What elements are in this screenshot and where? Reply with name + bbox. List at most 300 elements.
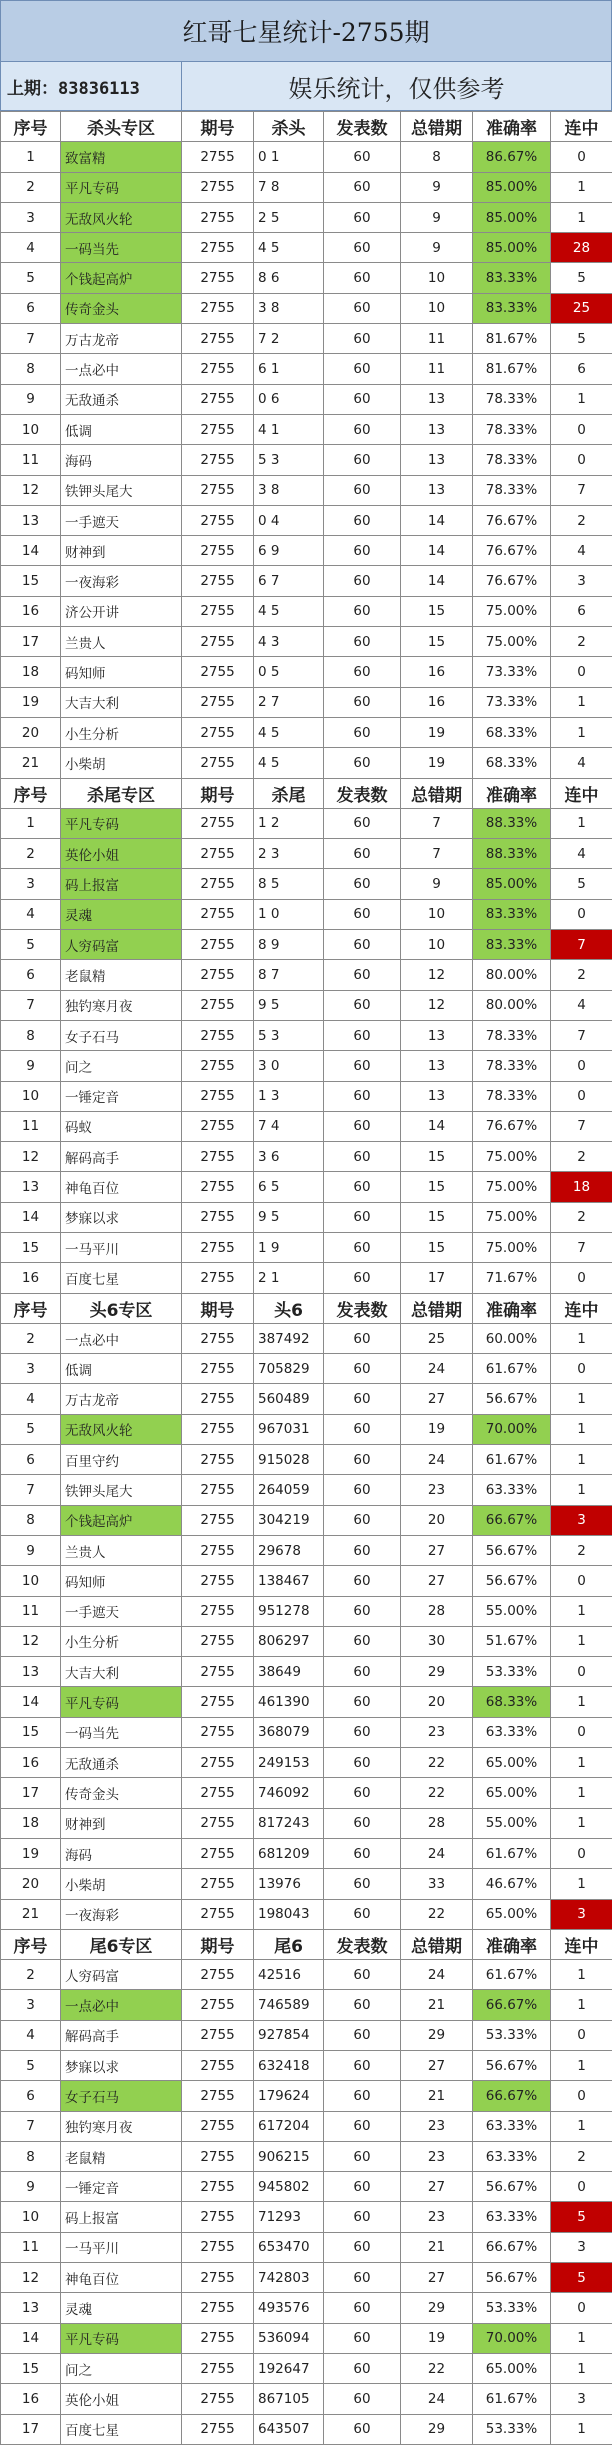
cell-total-miss: 13 (401, 414, 473, 444)
cell-streak: 0 (551, 1566, 612, 1596)
cell-period: 2755 (182, 1899, 254, 1929)
cell-accuracy: 53.33% (473, 1657, 551, 1687)
cell-published: 60 (324, 1717, 401, 1747)
cell-period: 2755 (182, 1596, 254, 1626)
cell-index: 15 (1, 1232, 61, 1262)
cell-accuracy: 70.00% (473, 2323, 551, 2353)
cell-published: 60 (324, 839, 401, 869)
cell-total-miss: 12 (401, 960, 473, 990)
cell-total-miss: 21 (401, 2232, 473, 2262)
cell-total-miss: 33 (401, 1869, 473, 1899)
column-header-period: 期号 (182, 112, 254, 142)
cell-pick: 4 5 (254, 233, 324, 263)
cell-accuracy: 83.33% (473, 899, 551, 929)
table-row (1, 1838, 612, 1868)
cell-accuracy: 65.00% (473, 1748, 551, 1778)
cell-period: 2755 (182, 627, 254, 657)
cell-index: 16 (1, 1748, 61, 1778)
cell-published: 60 (324, 1687, 401, 1717)
table-row (1, 1111, 612, 1141)
cell-period: 2755 (182, 930, 254, 960)
cell-name: 一点必中 (61, 1990, 182, 2020)
cell-period: 2755 (182, 687, 254, 717)
cell-published: 60 (324, 324, 401, 354)
cell-name: 一点必中 (61, 354, 182, 384)
cell-name: 一码当先 (61, 1717, 182, 1747)
cell-name: 财神到 (61, 536, 182, 566)
cell-streak: 0 (551, 1717, 612, 1747)
cell-published: 60 (324, 2111, 401, 2141)
cell-period: 2755 (182, 505, 254, 535)
cell-total-miss: 27 (401, 1566, 473, 1596)
cell-published: 60 (324, 172, 401, 202)
cell-published: 60 (324, 202, 401, 232)
cell-published: 60 (324, 960, 401, 990)
cell-accuracy: 60.00% (473, 1323, 551, 1353)
cell-streak: 0 (551, 1657, 612, 1687)
cell-name: 大吉大利 (61, 687, 182, 717)
table-row (1, 2081, 612, 2111)
cell-period: 2755 (182, 899, 254, 929)
cell-pick: 906215 (254, 2141, 324, 2171)
cell-pick: 13976 (254, 1869, 324, 1899)
cell-total-miss: 15 (401, 1142, 473, 1172)
column-header-total-miss: 总错期 (401, 112, 473, 142)
cell-period: 2755 (182, 2323, 254, 2353)
cell-accuracy: 55.00% (473, 1808, 551, 1838)
cell-published: 60 (324, 2232, 401, 2262)
table-row (1, 142, 612, 172)
cell-name: 一码当先 (61, 233, 182, 263)
cell-pick: 560489 (254, 1384, 324, 1414)
cell-period: 2755 (182, 2293, 254, 2323)
cell-total-miss: 15 (401, 1172, 473, 1202)
cell-published: 60 (324, 1142, 401, 1172)
cell-accuracy: 73.33% (473, 687, 551, 717)
cell-total-miss: 19 (401, 2323, 473, 2353)
cell-pick: 8 7 (254, 960, 324, 990)
cell-pick: 2 5 (254, 202, 324, 232)
cell-pick: 6 9 (254, 536, 324, 566)
cell-accuracy: 75.00% (473, 596, 551, 626)
cell-pick: 71293 (254, 2202, 324, 2232)
table-row (1, 1717, 612, 1747)
cell-pick: 817243 (254, 1808, 324, 1838)
cell-index: 6 (1, 293, 61, 323)
cell-total-miss: 22 (401, 1748, 473, 1778)
cell-period: 2755 (182, 1384, 254, 1414)
table-row (1, 1475, 612, 1505)
cell-streak: 1 (551, 1384, 612, 1414)
cell-period: 2755 (182, 293, 254, 323)
cell-name: 传奇金头 (61, 293, 182, 323)
table-row (1, 2232, 612, 2262)
cell-name: 小柴胡 (61, 748, 182, 778)
cell-period: 2755 (182, 2020, 254, 2050)
cell-streak: 1 (551, 1748, 612, 1778)
cell-period: 2755 (182, 384, 254, 414)
table-row (1, 414, 612, 444)
cell-streak: 2 (551, 1142, 612, 1172)
cell-accuracy: 85.00% (473, 233, 551, 263)
cell-published: 60 (324, 1414, 401, 1444)
cell-period: 2755 (182, 2353, 254, 2383)
cell-index: 1 (1, 808, 61, 838)
column-header-accuracy: 准确率 (473, 1929, 551, 1959)
cell-published: 60 (324, 1020, 401, 1050)
cell-streak: 1 (551, 1778, 612, 1808)
cell-accuracy: 76.67% (473, 536, 551, 566)
cell-pick: 7 4 (254, 1111, 324, 1141)
cell-published: 60 (324, 1232, 401, 1262)
cell-streak: 2 (551, 627, 612, 657)
cell-streak: 3 (551, 2384, 612, 2414)
cell-name: 码上报富 (61, 869, 182, 899)
table-row (1, 1445, 612, 1475)
table-row (1, 1202, 612, 1232)
cell-streak: 0 (551, 2293, 612, 2323)
cell-pick: 198043 (254, 1899, 324, 1929)
cell-total-miss: 22 (401, 1778, 473, 1808)
table-row (1, 1869, 612, 1899)
cell-published: 60 (324, 1566, 401, 1596)
cell-period: 2755 (182, 960, 254, 990)
cell-accuracy: 63.33% (473, 1717, 551, 1747)
column-header-pick: 杀头 (254, 112, 324, 142)
cell-accuracy: 56.67% (473, 1384, 551, 1414)
cell-streak: 0 (551, 1838, 612, 1868)
cell-index: 13 (1, 2293, 61, 2323)
cell-published: 60 (324, 1263, 401, 1293)
cell-accuracy: 73.33% (473, 657, 551, 687)
cell-pick: 179624 (254, 2081, 324, 2111)
cell-pick: 2 3 (254, 839, 324, 869)
cell-pick: 42516 (254, 1960, 324, 1990)
cell-index: 1 (1, 142, 61, 172)
cell-accuracy: 56.67% (473, 1566, 551, 1596)
cell-published: 60 (324, 1172, 401, 1202)
cell-period: 2755 (182, 1778, 254, 1808)
cell-published: 60 (324, 2384, 401, 2414)
cell-streak: 2 (551, 1202, 612, 1232)
cell-streak: 7 (551, 475, 612, 505)
cell-pick: 7 2 (254, 324, 324, 354)
table-row (1, 930, 612, 960)
cell-accuracy: 78.33% (473, 414, 551, 444)
cell-name: 平凡专码 (61, 808, 182, 838)
cell-accuracy: 76.67% (473, 1111, 551, 1141)
cell-pick: 8 9 (254, 930, 324, 960)
cell-index: 15 (1, 1717, 61, 1747)
cell-streak: 1 (551, 1445, 612, 1475)
cell-period: 2755 (182, 1475, 254, 1505)
cell-total-miss: 10 (401, 899, 473, 929)
cell-name: 灵魂 (61, 899, 182, 929)
cell-accuracy: 63.33% (473, 2111, 551, 2141)
table-row (1, 1748, 612, 1778)
cell-name: 一手遮天 (61, 1596, 182, 1626)
cell-accuracy: 70.00% (473, 1414, 551, 1444)
cell-pick: 1 9 (254, 1232, 324, 1262)
cell-streak: 1 (551, 808, 612, 838)
cell-name: 济公开讲 (61, 596, 182, 626)
stats-table (0, 111, 612, 2445)
cell-streak: 0 (551, 1263, 612, 1293)
cell-pick: 3 6 (254, 1142, 324, 1172)
cell-index: 2 (1, 839, 61, 869)
cell-published: 60 (324, 293, 401, 323)
cell-published: 60 (324, 1748, 401, 1778)
cell-streak: 1 (551, 1626, 612, 1656)
cell-period: 2755 (182, 1566, 254, 1596)
cell-streak: 1 (551, 687, 612, 717)
cell-index: 9 (1, 384, 61, 414)
table-row (1, 2353, 612, 2383)
cell-pick: 9 5 (254, 990, 324, 1020)
cell-published: 60 (324, 1384, 401, 1414)
cell-total-miss: 16 (401, 657, 473, 687)
table-row (1, 2384, 612, 2414)
table-row (1, 869, 612, 899)
cell-index: 11 (1, 445, 61, 475)
cell-name: 无敌风火轮 (61, 202, 182, 232)
cell-accuracy: 78.33% (473, 445, 551, 475)
table-row (1, 960, 612, 990)
cell-total-miss: 13 (401, 1020, 473, 1050)
cell-published: 60 (324, 1869, 401, 1899)
cell-name: 一锤定音 (61, 1081, 182, 1111)
cell-total-miss: 27 (401, 2263, 473, 2293)
cell-period: 2755 (182, 1717, 254, 1747)
cell-name: 百度七星 (61, 1263, 182, 1293)
cell-published: 60 (324, 263, 401, 293)
table-row (1, 2263, 612, 2293)
cell-total-miss: 10 (401, 293, 473, 323)
cell-published: 60 (324, 1535, 401, 1565)
cell-name: 个钱起高炉 (61, 263, 182, 293)
cell-streak: 1 (551, 717, 612, 747)
cell-streak: 1 (551, 2111, 612, 2141)
cell-published: 60 (324, 536, 401, 566)
cell-pick: 643507 (254, 2414, 324, 2444)
cell-total-miss: 27 (401, 2172, 473, 2202)
cell-accuracy: 61.67% (473, 1445, 551, 1475)
cell-name: 平凡专码 (61, 1687, 182, 1717)
cell-pick: 1 3 (254, 1081, 324, 1111)
cell-accuracy: 53.33% (473, 2414, 551, 2444)
cell-published: 60 (324, 1960, 401, 1990)
cell-accuracy: 61.67% (473, 2384, 551, 2414)
cell-period: 2755 (182, 1263, 254, 1293)
cell-streak: 5 (551, 324, 612, 354)
cell-total-miss: 15 (401, 1232, 473, 1262)
cell-period: 2755 (182, 1808, 254, 1838)
cell-name: 财神到 (61, 1808, 182, 1838)
cell-accuracy: 85.00% (473, 202, 551, 232)
cell-published: 60 (324, 930, 401, 960)
cell-period: 2755 (182, 354, 254, 384)
table-row (1, 293, 612, 323)
cell-pick: 2 1 (254, 1263, 324, 1293)
cell-total-miss: 10 (401, 930, 473, 960)
cell-index: 13 (1, 1657, 61, 1687)
cell-streak: 1 (551, 1869, 612, 1899)
cell-accuracy: 56.67% (473, 2172, 551, 2202)
cell-accuracy: 83.33% (473, 930, 551, 960)
cell-pick: 653470 (254, 2232, 324, 2262)
table-row (1, 687, 612, 717)
cell-period: 2755 (182, 2111, 254, 2141)
cell-period: 2755 (182, 1748, 254, 1778)
table-row (1, 202, 612, 232)
cell-index: 3 (1, 1354, 61, 1384)
cell-index: 12 (1, 1142, 61, 1172)
section-header-row (1, 1929, 612, 1959)
cell-streak: 2 (551, 960, 612, 990)
cell-name: 百度七星 (61, 2414, 182, 2444)
cell-streak: 18 (551, 1172, 612, 1202)
cell-published: 60 (324, 414, 401, 444)
cell-total-miss: 15 (401, 596, 473, 626)
table-row (1, 1323, 612, 1353)
cell-accuracy: 85.00% (473, 172, 551, 202)
cell-pick: 951278 (254, 1596, 324, 1626)
cell-accuracy: 68.33% (473, 1687, 551, 1717)
cell-index: 10 (1, 2202, 61, 2232)
table-row (1, 2202, 612, 2232)
column-header-total-miss: 总错期 (401, 778, 473, 808)
cell-name: 解码高手 (61, 1142, 182, 1172)
cell-index: 11 (1, 1596, 61, 1626)
cell-streak: 1 (551, 1414, 612, 1444)
cell-published: 60 (324, 1323, 401, 1353)
cell-published: 60 (324, 990, 401, 1020)
cell-name: 小柴胡 (61, 1869, 182, 1899)
cell-published: 60 (324, 2414, 401, 2444)
table-row (1, 384, 612, 414)
cell-index: 5 (1, 263, 61, 293)
column-header-name: 杀头专区 (61, 112, 182, 142)
cell-accuracy: 81.67% (473, 324, 551, 354)
cell-name: 一手遮天 (61, 505, 182, 535)
cell-published: 60 (324, 2263, 401, 2293)
cell-index: 16 (1, 596, 61, 626)
cell-pick: 5 3 (254, 445, 324, 475)
cell-index: 10 (1, 1081, 61, 1111)
table-row (1, 2141, 612, 2171)
cell-index: 16 (1, 2384, 61, 2414)
cell-index: 13 (1, 1172, 61, 1202)
cell-period: 2755 (182, 2232, 254, 2262)
table-row (1, 1566, 612, 1596)
table-row (1, 1626, 612, 1656)
cell-period: 2755 (182, 2263, 254, 2293)
cell-index: 15 (1, 2353, 61, 2383)
cell-index: 17 (1, 627, 61, 657)
cell-period: 2755 (182, 1020, 254, 1050)
cell-period: 2755 (182, 717, 254, 747)
cell-name: 兰贵人 (61, 1535, 182, 1565)
last-period-label: 上期：83836113 (1, 62, 182, 110)
cell-accuracy: 66.67% (473, 1505, 551, 1535)
cell-total-miss: 7 (401, 839, 473, 869)
cell-accuracy: 88.33% (473, 839, 551, 869)
cell-pick: 5 3 (254, 1020, 324, 1050)
cell-streak: 6 (551, 354, 612, 384)
cell-pick: 6 7 (254, 566, 324, 596)
cell-pick: 8 6 (254, 263, 324, 293)
table-row (1, 566, 612, 596)
column-header-name: 尾6专区 (61, 1929, 182, 1959)
cell-published: 60 (324, 1596, 401, 1626)
column-header-accuracy: 准确率 (473, 1293, 551, 1323)
column-header-index: 序号 (1, 1293, 61, 1323)
cell-period: 2755 (182, 1232, 254, 1262)
cell-name: 码知师 (61, 1566, 182, 1596)
column-header-index: 序号 (1, 778, 61, 808)
cell-index: 20 (1, 717, 61, 747)
cell-pick: 0 1 (254, 142, 324, 172)
table-row (1, 1020, 612, 1050)
cell-accuracy: 85.00% (473, 869, 551, 899)
cell-pick: 927854 (254, 2020, 324, 2050)
table-row (1, 1414, 612, 1444)
table-row (1, 2323, 612, 2353)
cell-published: 60 (324, 475, 401, 505)
cell-pick: 4 5 (254, 596, 324, 626)
cell-index: 11 (1, 2232, 61, 2262)
cell-index: 9 (1, 1051, 61, 1081)
cell-streak: 5 (551, 2202, 612, 2232)
table-row (1, 596, 612, 626)
cell-period: 2755 (182, 869, 254, 899)
cell-total-miss: 22 (401, 1899, 473, 1929)
cell-streak: 3 (551, 566, 612, 596)
cell-index: 6 (1, 2081, 61, 2111)
cell-period: 2755 (182, 2202, 254, 2232)
cell-pick: 867105 (254, 2384, 324, 2414)
column-header-published: 发表数 (324, 778, 401, 808)
cell-pick: 3 0 (254, 1051, 324, 1081)
cell-accuracy: 86.67% (473, 142, 551, 172)
cell-published: 60 (324, 1838, 401, 1868)
cell-accuracy: 55.00% (473, 1596, 551, 1626)
cell-streak: 7 (551, 1020, 612, 1050)
cell-streak: 25 (551, 293, 612, 323)
cell-total-miss: 13 (401, 384, 473, 414)
column-header-index: 序号 (1, 112, 61, 142)
cell-name: 独钓寒月夜 (61, 2111, 182, 2141)
cell-period: 2755 (182, 2414, 254, 2444)
table-row (1, 1172, 612, 1202)
cell-period: 2755 (182, 1960, 254, 1990)
cell-streak: 3 (551, 1505, 612, 1535)
cell-published: 60 (324, 1778, 401, 1808)
cell-total-miss: 13 (401, 1051, 473, 1081)
cell-pick: 1 0 (254, 899, 324, 929)
cell-name: 致富精 (61, 142, 182, 172)
cell-index: 16 (1, 1263, 61, 1293)
cell-total-miss: 24 (401, 2384, 473, 2414)
cell-period: 2755 (182, 1626, 254, 1656)
cell-period: 2755 (182, 233, 254, 263)
table-row (1, 1142, 612, 1172)
cell-index: 8 (1, 2141, 61, 2171)
cell-index: 12 (1, 475, 61, 505)
cell-index: 5 (1, 2051, 61, 2081)
table-row (1, 2051, 612, 2081)
cell-published: 60 (324, 596, 401, 626)
